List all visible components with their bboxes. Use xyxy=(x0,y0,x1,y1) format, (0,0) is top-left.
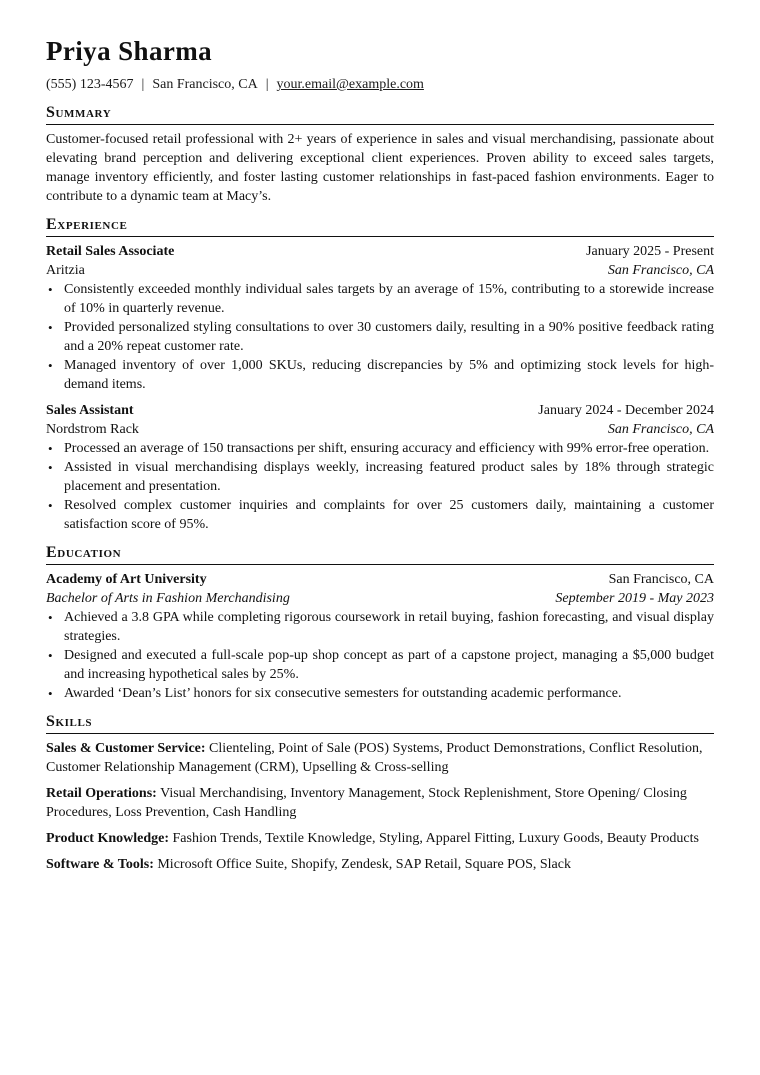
summary-section xyxy=(46,103,714,206)
skills-section xyxy=(46,712,714,874)
education-entry xyxy=(46,570,714,703)
bullet-item: • Processed an average of 150 transactions per shift, ensuring accuracy and efficiency with 99% error-free operation. xyxy=(64,439,714,458)
skill-line xyxy=(46,829,714,848)
job-bullets xyxy=(46,280,714,394)
bullet-item: • Managed inventory of over 1,000 SKUs, reducing discrepancies by 5% and optimizing stock levels for high-demand items. xyxy=(64,356,714,394)
skill-list: Microsoft Office Suite, Shopify, Zendesk, SAP Retail, Square POS, Slack xyxy=(157,857,571,873)
job-title: Retail Sales Associate xyxy=(46,244,175,260)
contact-separator: | xyxy=(141,77,145,93)
contact-line xyxy=(46,76,714,94)
education-bullets xyxy=(46,608,714,703)
skill-line xyxy=(46,855,714,874)
bullet-item: • Resolved complex customer inquiries and complaints for over 25 customers daily, maintaining a customer satisfaction score of 95%. xyxy=(64,496,714,534)
candidate-name: Priya Sharma xyxy=(46,36,213,66)
experience-entry xyxy=(46,401,714,534)
bullet-item: • Assisted in visual merchandising displays weekly, increasing featured product sales by 18% through strategic placement and presentation. xyxy=(64,458,714,496)
skill-category: Product Knowledge: xyxy=(46,831,170,847)
job-location: San Francisco, CA xyxy=(607,263,714,279)
education-section xyxy=(46,543,714,703)
contact-separator: | xyxy=(265,77,269,93)
skill-line xyxy=(46,739,714,777)
skill-category: Retail Operations: xyxy=(46,786,157,802)
job-title: Sales Assistant xyxy=(46,403,134,419)
company-name: Nordstrom Rack xyxy=(46,422,139,438)
skill-category: Software & Tools: xyxy=(46,857,154,873)
section-title-summary: Summary xyxy=(46,103,714,125)
job-bullets xyxy=(46,439,714,534)
skill-line xyxy=(46,784,714,822)
section-title-experience: Experience xyxy=(46,215,714,237)
summary-text: Customer-focused retail professional with 2+ years of experience in sales and visual merchandising, passionate about elevating brand perception and delivering exceptional client experiences. Proven ability to exceed sales targets, manage inventory efficiently, and foster lasting customer relationships in fast-paced fashion environments. Eager to contribute to a dynamic team at Macy’s. xyxy=(46,132,714,205)
section-title-education: Education xyxy=(46,543,714,565)
bullet-item: • Designed and executed a full-scale pop-up shop concept as part of a capstone project, managing a $5,000 budget and increasing hypothetical sales by 25%. xyxy=(64,646,714,684)
location-text: San Francisco, CA xyxy=(152,77,258,93)
skill-list: Fashion Trends, Textile Knowledge, Styling, Apparel Fitting, Luxury Goods, Beauty Products xyxy=(172,831,699,847)
email-link[interactable]: your.email@example.com xyxy=(276,77,424,93)
job-dates: January 2025 - Present xyxy=(586,244,714,260)
section-title-skills: Skills xyxy=(46,712,714,734)
phone-number: (555) 123-4567 xyxy=(46,77,134,93)
company-name: Aritzia xyxy=(46,263,85,279)
skill-list: Visual Merchandising, Inventory Management, Stock Replenishment, Store Opening/ Closing Procedures, Loss Prevention, Cash Handling xyxy=(46,786,687,821)
bullet-item: • Consistently exceeded monthly individual sales targets by an average of 15%, contributing to a storewide increase of 10% in quarterly revenue. xyxy=(64,280,714,318)
bullet-item: • Achieved a 3.8 GPA while completing rigorous coursework in retail buying, fashion forecasting, and visual display strategies. xyxy=(64,608,714,646)
bullet-item: • Awarded ‘Dean’s List’ honors for six consecutive semesters for outstanding academic performance. xyxy=(64,684,714,703)
school-location: San Francisco, CA xyxy=(608,572,714,588)
bullet-item: • Provided personalized styling consultations to over 30 customers daily, resulting in a 90% positive feedback rating and a 20% repeat customer rate. xyxy=(64,318,714,356)
experience-section xyxy=(46,215,714,534)
skill-category: Sales & Customer Service: xyxy=(46,741,206,757)
experience-entry xyxy=(46,242,714,394)
job-location: San Francisco, CA xyxy=(607,422,714,438)
school-name: Academy of Art University xyxy=(46,572,207,588)
skill-list: Clienteling, Point of Sale (POS) Systems, Product Demonstrations, Conflict Resolution, Customer Relationship Management (CRM), Upselling & Cross-selling xyxy=(46,741,703,776)
education-dates: September 2019 - May 2023 xyxy=(555,591,714,607)
job-dates: January 2024 - December 2024 xyxy=(538,403,714,419)
degree-name: Bachelor of Arts in Fashion Merchandising xyxy=(46,591,290,607)
